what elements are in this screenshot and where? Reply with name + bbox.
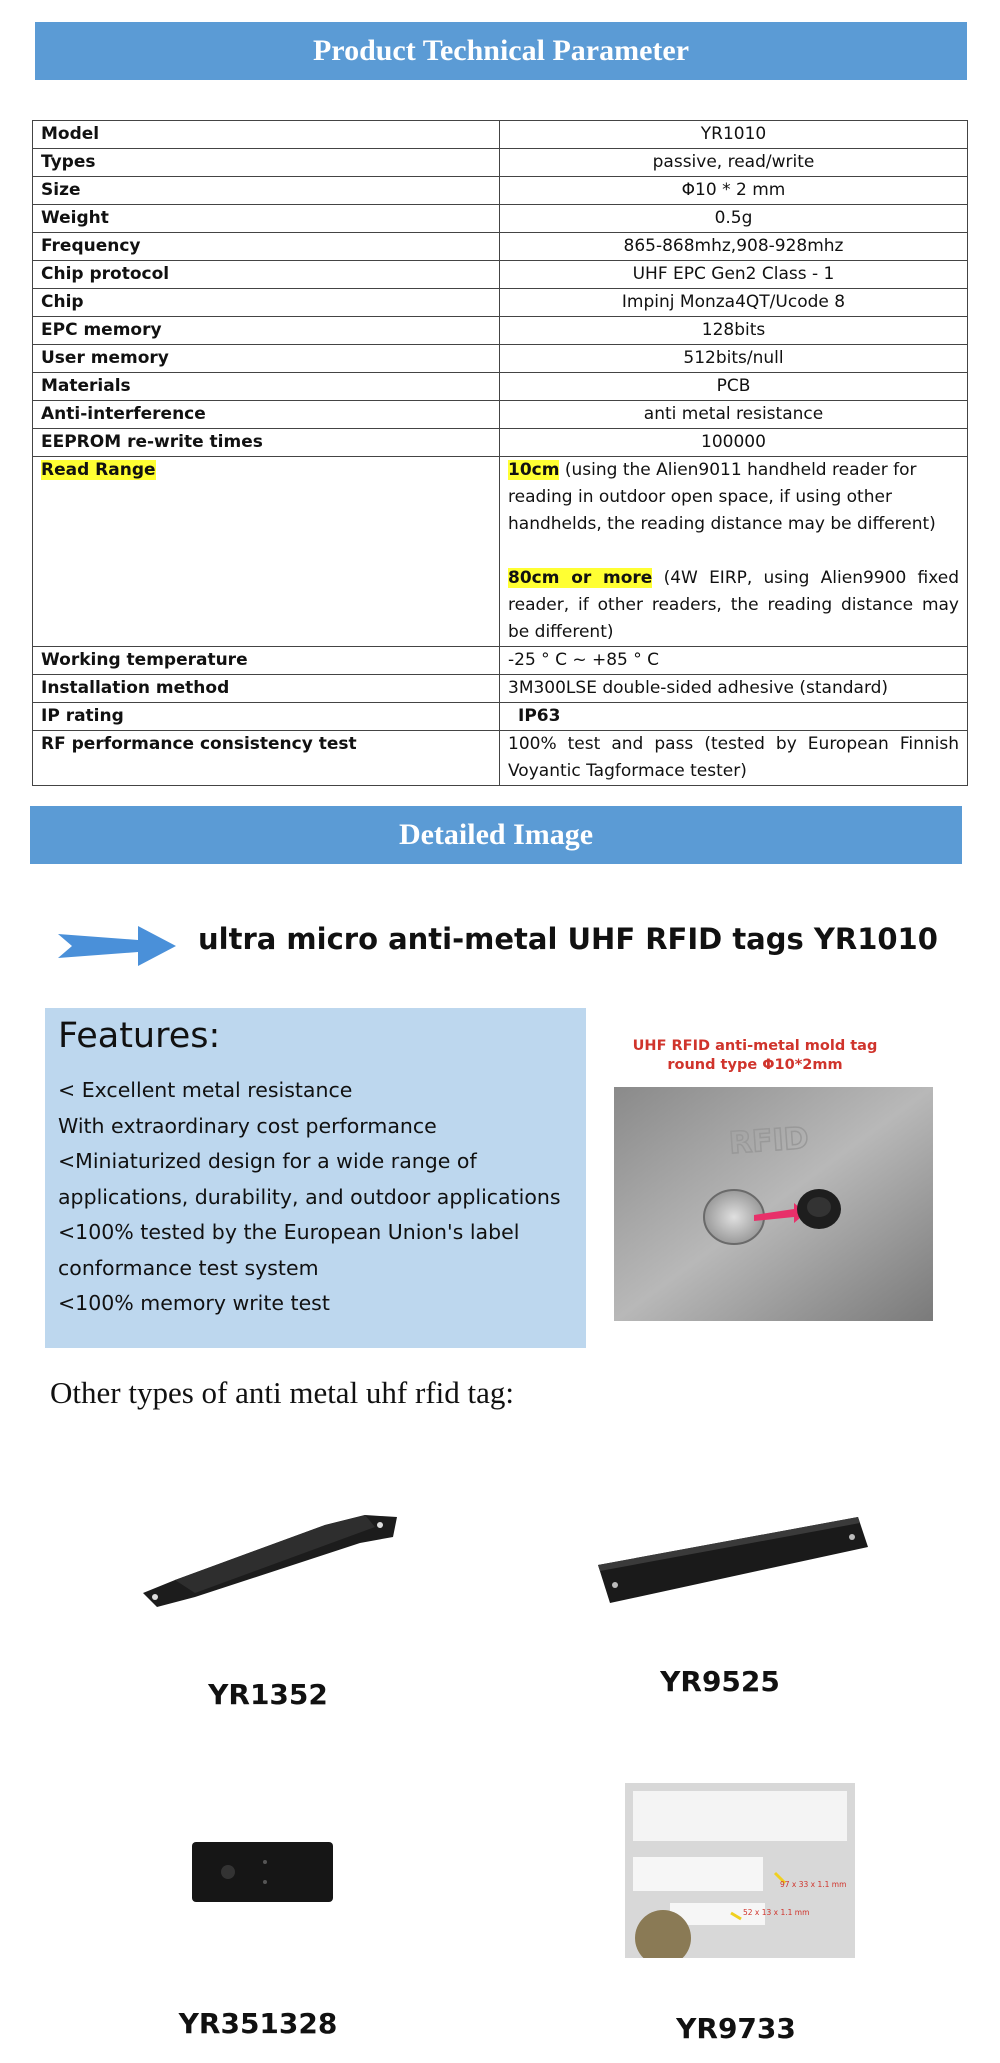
photo-caption-line: round type Φ10*2mm: [667, 1057, 843, 1073]
spec-value: -25 ° C ~ +85 ° C: [500, 647, 968, 675]
arrow-right-icon: [58, 926, 178, 966]
table-row: [33, 373, 968, 401]
feature-item: With extraordinary cost performance: [58, 1113, 437, 1138]
spec-label: Anti-interference: [33, 401, 500, 429]
product-image-yr9733: [625, 1783, 855, 1958]
product-subtitle: ultra micro anti-metal UHF RFID tags YR1010: [198, 922, 938, 956]
spec-value: Impinj Monza4QT/Ucode 8: [500, 289, 968, 317]
table-row: [33, 703, 968, 731]
spec-value: passive, read/write: [500, 149, 968, 177]
features-list: [58, 1073, 578, 1322]
read-range-handheld: [508, 457, 959, 538]
section-banner-technical-parameter: Product Technical Parameter: [35, 22, 967, 80]
read-range-handheld-distance: 10cm: [508, 460, 560, 480]
read-range-fixed-note: (4W EIRP, using Alien9900 fixed reader, if other readers, the reading distance may be different): [508, 568, 959, 642]
spec-value: YR1010: [500, 121, 968, 149]
dimension-label: 52 x 13 x 1.1 mm: [743, 1908, 810, 1917]
feature-item: <100% memory write test: [58, 1291, 330, 1315]
table-row: [33, 121, 968, 149]
spec-value: 512bits/null: [500, 345, 968, 373]
spec-label: Weight: [33, 205, 500, 233]
spec-label: Model: [33, 121, 500, 149]
feature-item: < Excellent metal resistance: [58, 1078, 353, 1102]
spec-value: 100% test and pass (tested by European Finnish Voyantic Tagformace tester): [500, 731, 968, 786]
spec-label: Types: [33, 149, 500, 177]
photo-stamp: RFID: [727, 1120, 810, 1162]
features-title: Features:: [58, 1016, 221, 1056]
dimension-label: 97 x 33 x 1.1 mm: [780, 1880, 847, 1889]
spec-value: anti metal resistance: [500, 401, 968, 429]
spec-label: Chip protocol: [33, 261, 500, 289]
table-row: [33, 345, 968, 373]
table-row: [33, 261, 968, 289]
spec-table: [32, 120, 968, 786]
read-range-fixed: [508, 565, 959, 646]
spec-value: 0.5g: [500, 205, 968, 233]
table-row: [33, 647, 968, 675]
read-range-value: [500, 457, 968, 647]
read-range-fixed-distance: 80cm or more: [508, 568, 653, 588]
spec-value: Φ10 * 2 mm: [500, 177, 968, 205]
spec-label: User memory: [33, 345, 500, 373]
photo-caption: [620, 1037, 890, 1075]
section-banner-detailed-image: Detailed Image: [30, 806, 962, 864]
spec-label: [33, 457, 500, 647]
table-row: [33, 731, 968, 786]
table-row: [33, 317, 968, 345]
spec-value: 100000: [500, 429, 968, 457]
spec-label: IP rating: [33, 703, 500, 731]
table-row: [33, 401, 968, 429]
product-label: YR9733: [676, 2012, 796, 2045]
spec-value: 3M300LSE double-sided adhesive (standard): [500, 675, 968, 703]
spec-value: IP63: [500, 703, 968, 731]
spec-label: Materials: [33, 373, 500, 401]
read-range-handheld-note: (using the Alien9011 handheld reader for reading in outdoor open space, if using other handhelds, the reading distance may be different): [508, 460, 936, 534]
table-row: [33, 429, 968, 457]
spec-label: Size: [33, 177, 500, 205]
spec-label: Chip: [33, 289, 500, 317]
spec-label: RF performance consistency test: [33, 731, 500, 786]
product-label: YR1352: [208, 1678, 328, 1711]
table-row: [33, 177, 968, 205]
feature-item: <Miniaturized design for a wide range of applications, durability, and outdoor applications: [58, 1149, 561, 1209]
spec-value: 865-868mhz,908-928mhz: [500, 233, 968, 261]
table-row: [33, 675, 968, 703]
feature-item: <100% tested by the European Union's label conformance test system: [58, 1220, 520, 1280]
table-row: [33, 233, 968, 261]
table-row: [33, 149, 968, 177]
spec-label: Installation method: [33, 675, 500, 703]
features-panel: [45, 1008, 586, 1348]
spec-value: UHF EPC Gen2 Class - 1: [500, 261, 968, 289]
product-label: YR351328: [178, 2007, 338, 2040]
table-row: [33, 205, 968, 233]
table-row-read-range: [33, 457, 968, 647]
product-image-yr351328: [190, 1840, 335, 1904]
product-label: YR9525: [660, 1665, 780, 1698]
spec-value: 128bits: [500, 317, 968, 345]
product-image-yr9525: [590, 1495, 870, 1620]
spec-label: Frequency: [33, 233, 500, 261]
spec-label: Working temperature: [33, 647, 500, 675]
spec-value: PCB: [500, 373, 968, 401]
table-row: [33, 289, 968, 317]
product-photo-yr1010: [614, 1087, 933, 1321]
other-types-title: Other types of anti metal uhf rfid tag:: [50, 1375, 515, 1410]
read-range-label: Read Range: [41, 460, 156, 480]
spec-label: EPC memory: [33, 317, 500, 345]
photo-caption-line: UHF RFID anti-metal mold tag: [632, 1038, 878, 1054]
spec-label: EEPROM re-write times: [33, 429, 500, 457]
product-image-yr1352: [135, 1485, 405, 1620]
